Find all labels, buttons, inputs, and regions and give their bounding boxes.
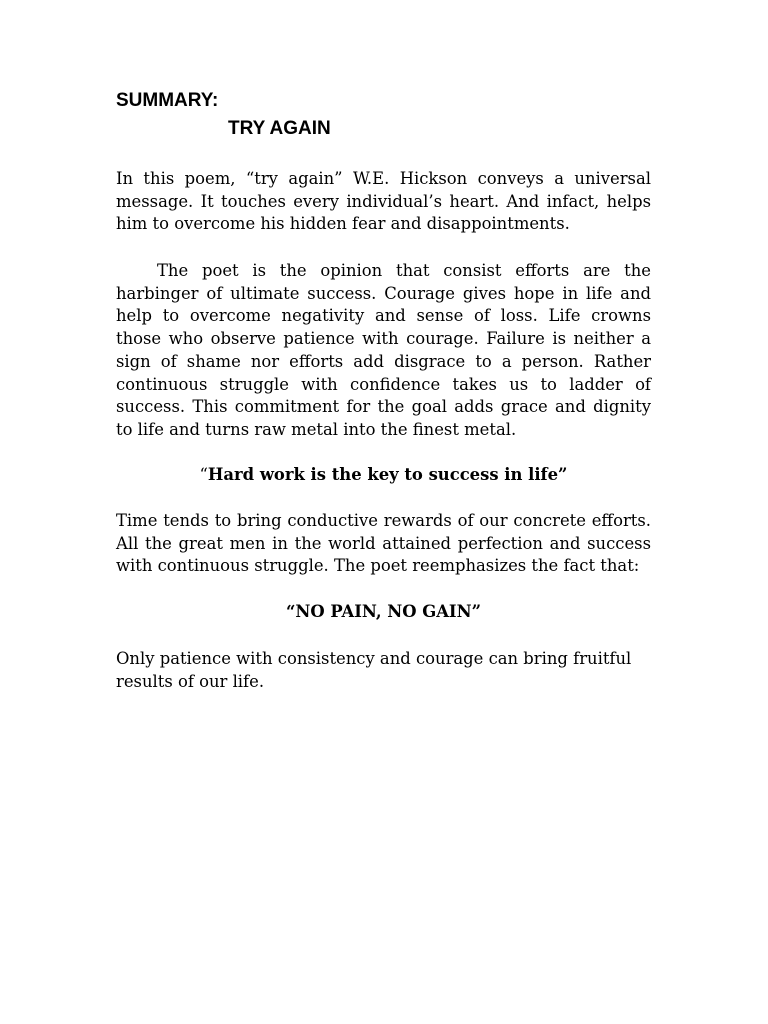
quote-open-mark: “ xyxy=(199,465,208,484)
poem-title: TRY AGAIN xyxy=(228,118,331,139)
summary-heading: SUMMARY: xyxy=(116,90,219,111)
closing-paragraph: Only patience with consistency and courage can bring fruitful results of our life. xyxy=(116,649,632,691)
hard-work-quote xyxy=(116,464,651,487)
intro-paragraph: In this poem, “try again” W.E. Hickson conveys a universal message. It touches every individual’s heart. And infact, helps him to overcome his hidden fear and disappointments. xyxy=(116,169,651,234)
opinion-paragraph: The poet is the opinion that consist efforts are the harbinger of ultimate success. Courage gives hope in life and help to overcome negativity and sense of loss. Life crowns those who observe patience with courage. Failure is neither a sign of shame nor efforts add disgrace to a person. Rather continuous struggle with confidence takes us to ladder of success. This commitment for the goal adds grace and dignity to life and turns raw metal into the finest metal. xyxy=(116,261,651,439)
hard-work-quote-text: Hard work is the key to success in life” xyxy=(207,465,568,484)
no-pain-quote: “NO PAIN, NO GAIN” xyxy=(285,602,481,621)
rewards-paragraph: Time tends to bring conductive rewards of our concrete efforts. All the great men in the world attained perfection and success with continuous struggle. The poet reemphasizes the fact that: xyxy=(116,511,651,576)
